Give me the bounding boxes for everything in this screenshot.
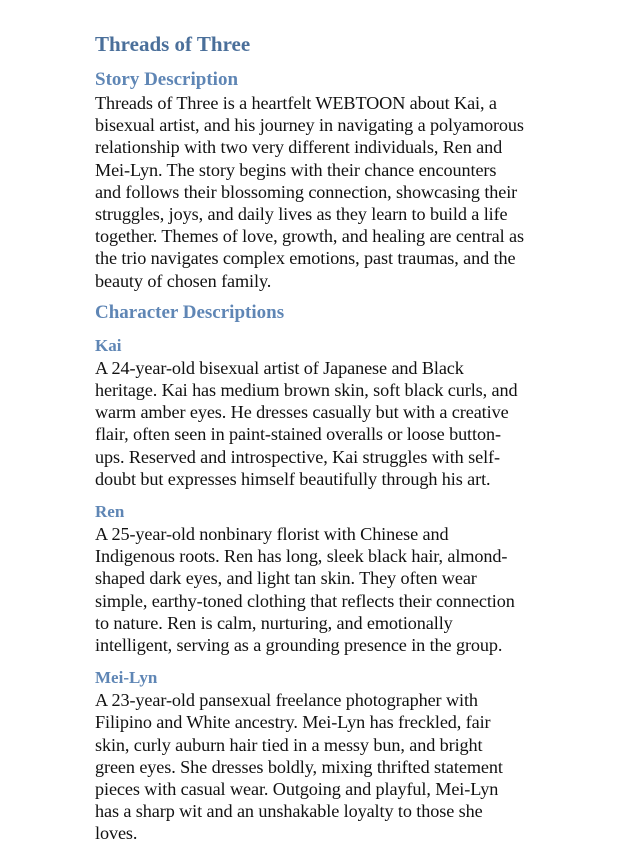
character-description-mei-lyn: A 23-year-old pansexual freelance photographer with Filipino and White ancestry. Mei-Lyn has freckled, fair skin, curly auburn hair tied in a messy bun, and bright green eyes. She dresses boldly, mixing thrifted statement pieces with casual wear. Outgoing and playful, Mei-Lyn has a sharp wit and an unshakable loyalty to those she loves. [95, 690, 503, 844]
document-page [95, 30, 630, 845]
character-name-kai: Kai [95, 335, 122, 355]
character-name-ren: Ren [95, 502, 125, 522]
character-description-ren: A 25-year-old nonbinary florist with Chinese and Indigenous roots. Ren has long, sleek black hair, almond- shaped dark eyes, and light tan skin. They often wear simple, earthy-toned clothing that reflects their connection to nature. Ren is calm, nurturing, and emotionally intelligent, serving as a grounding presence in the group. [95, 524, 515, 656]
document-title: Threads of Three [95, 32, 251, 56]
story-description-text: Threads of Three is a heartfelt WEBTOON about Kai, a bisexual artist, and his journey in navigating a polyamorous relationship with two very different individuals, Ren and Mei-Lyn. The story begins with their chance encounters and follows their blossoming connection, showcasing their struggles, joys, and daily lives as they learn to build a life together. Themes of love, growth, and healing are central as the trio navigates complex emotions, past traumas, and the beauty of chosen family. [95, 93, 524, 291]
character-mei-lyn [95, 667, 630, 844]
character-description-kai: A 24-year-old bisexual artist of Japanese and Black heritage. Kai has medium brown skin, soft black curls, and warm amber eyes. He dresses casually but with a creative flair, often seen in paint-stained overalls or loose button- ups. Reserved and introspective, Kai struggles with self- doubt but expresses himself beautifully through his art. [95, 357, 518, 489]
character-descriptions-heading: Character Descriptions [95, 301, 285, 323]
character-kai [95, 335, 630, 490]
story-description-heading: Story Description [95, 69, 239, 90]
character-name-mei-lyn: Mei-Lyn [95, 668, 158, 688]
character-ren [95, 501, 630, 656]
